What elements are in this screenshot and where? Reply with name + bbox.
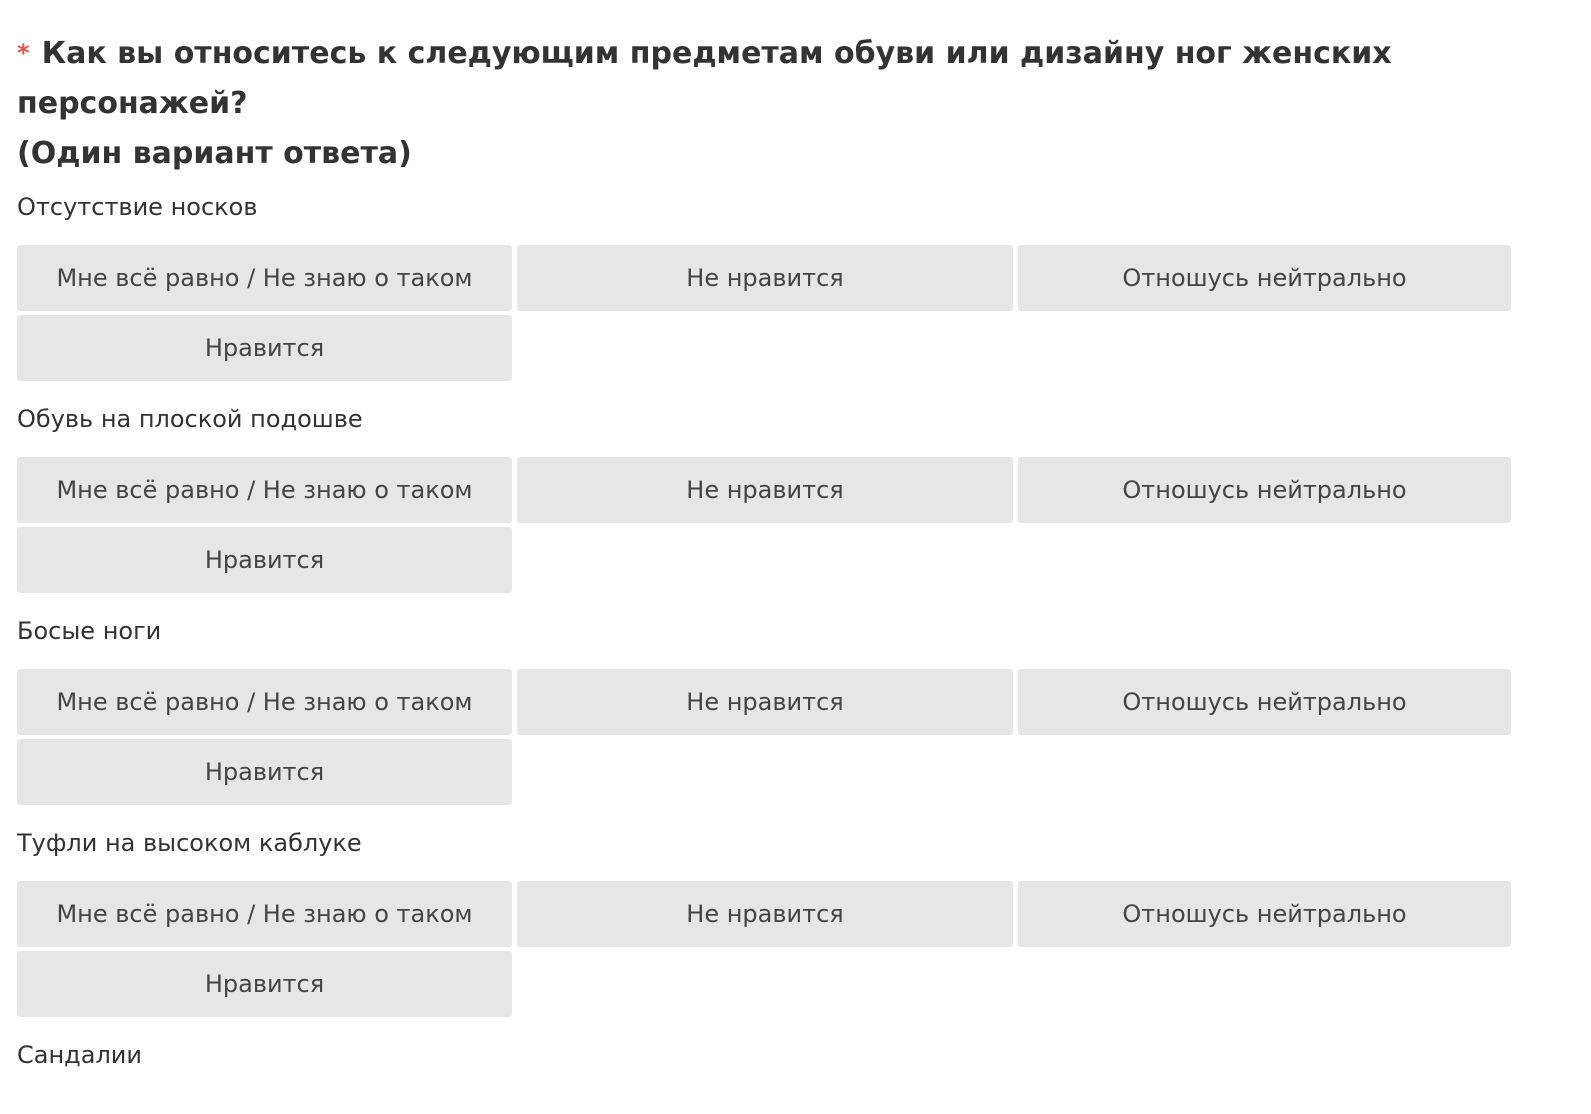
- option-neutral[interactable]: Отношусь нейтрально: [1018, 245, 1511, 311]
- matrix-row-flat-shoes: [17, 401, 1537, 593]
- option-dislike[interactable]: Не нравится: [517, 457, 1013, 523]
- option-dislike[interactable]: Не нравится: [517, 669, 1013, 735]
- option-dislike[interactable]: Не нравится: [517, 881, 1013, 947]
- option-neutral[interactable]: Отношусь нейтрально: [1018, 457, 1511, 523]
- question-title-line1: Как вы относитесь к следующим предметам обуви или дизайну ног женских персонажей?: [17, 36, 1392, 121]
- matrix-row-sandals: [17, 1037, 1537, 1073]
- option-like[interactable]: Нравится: [17, 951, 512, 1017]
- matrix-row-no-socks: [17, 189, 1537, 381]
- option-like[interactable]: Нравится: [17, 315, 512, 381]
- question-title: [17, 28, 1537, 179]
- option-neutral[interactable]: Отношусь нейтрально: [1018, 669, 1511, 735]
- option-group: [17, 669, 1537, 805]
- option-dont-care[interactable]: Мне всё равно / Не знаю о таком: [17, 669, 512, 735]
- row-label: Босые ноги: [17, 617, 162, 645]
- option-dont-care[interactable]: Мне всё равно / Не знаю о таком: [17, 457, 512, 523]
- option-group: [17, 881, 1537, 1017]
- option-dont-care[interactable]: Мне всё равно / Не знаю о таком: [17, 881, 512, 947]
- row-label: Туфли на высоком каблуке: [17, 829, 362, 857]
- option-like[interactable]: Нравится: [17, 527, 512, 593]
- row-label: Сандалии: [17, 1041, 142, 1069]
- row-label: Отсутствие носков: [17, 193, 258, 221]
- question-title-line2: (Один вариант ответа): [17, 136, 412, 171]
- required-asterisk: *: [17, 39, 30, 67]
- matrix-rows: [17, 189, 1537, 1073]
- option-like[interactable]: Нравится: [17, 739, 512, 805]
- option-dislike[interactable]: Не нравится: [517, 245, 1013, 311]
- row-label: Обувь на плоской подошве: [17, 405, 363, 433]
- option-neutral[interactable]: Отношусь нейтрально: [1018, 881, 1511, 947]
- matrix-row-bare-feet: [17, 613, 1537, 805]
- survey-page: [17, 28, 1537, 1093]
- option-group: [17, 457, 1537, 593]
- matrix-row-high-heels: [17, 825, 1537, 1017]
- option-dont-care[interactable]: Мне всё равно / Не знаю о таком: [17, 245, 512, 311]
- option-group: [17, 245, 1537, 381]
